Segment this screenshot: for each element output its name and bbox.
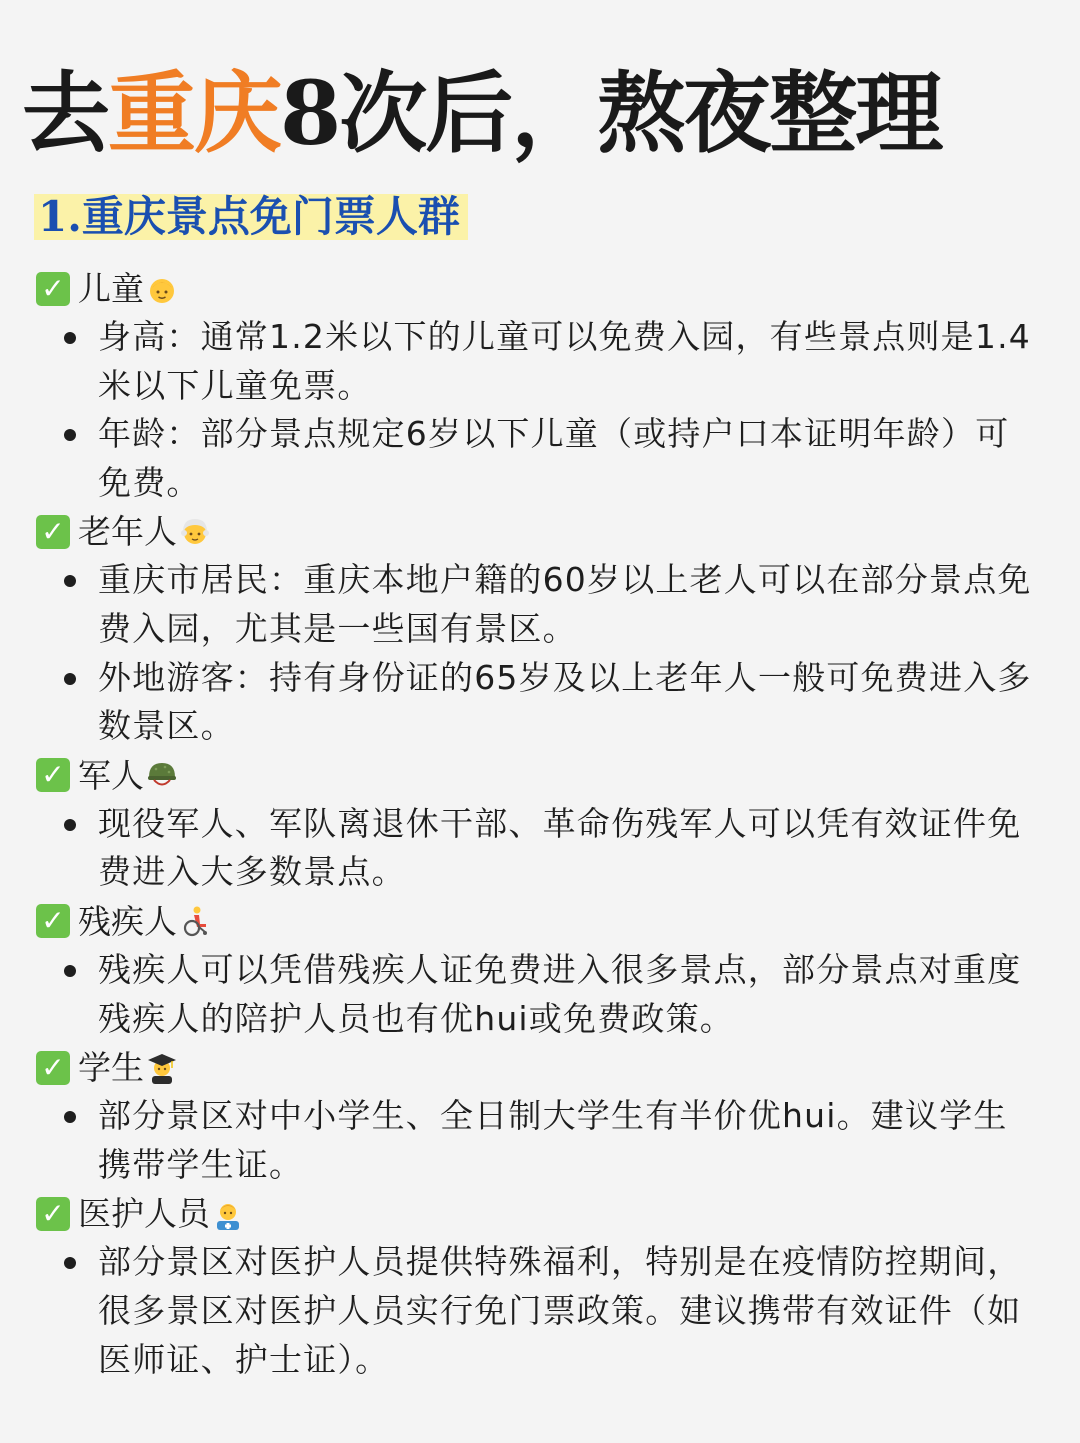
- check-icon: ✓: [36, 904, 70, 938]
- section-title: 儿童: [78, 269, 144, 308]
- page-title: [22, 58, 941, 168]
- child-face-icon: [146, 273, 178, 305]
- health-worker-icon: [212, 1198, 244, 1230]
- bullet-list: [36, 946, 1036, 1043]
- list-item: 外地游客：持有身份证的65岁及以上老年人一般可免费进入多数景区。: [36, 654, 1036, 751]
- list-item: 部分景区对医护人员提供特殊福利，特别是在疫情防控期间，很多景区对医护人员实行免门票政策。建议携带有效证件（如医师证、护士证）。: [36, 1238, 1036, 1384]
- bullet-list: [36, 800, 1036, 897]
- section-students: [36, 1043, 1036, 1189]
- list-item: 身高：通常1.2米以下的儿童可以免费入园，有些景点则是1.4米以下儿童免票。: [36, 313, 1036, 410]
- student-icon: [146, 1052, 178, 1084]
- bullet-dot: [64, 965, 76, 977]
- section-header: [36, 507, 1036, 556]
- bullet-dot: [64, 819, 76, 831]
- bullet-dot: [64, 575, 76, 587]
- check-icon: ✓: [36, 515, 70, 549]
- check-icon: ✓: [36, 758, 70, 792]
- bullet-list: [36, 1238, 1036, 1384]
- section-disabled: [36, 897, 1036, 1043]
- older-person-icon: [179, 516, 211, 548]
- check-icon: ✓: [36, 272, 70, 306]
- title-accent: 重庆: [108, 61, 281, 165]
- section-title: 军人: [78, 755, 144, 795]
- check-icon: ✓: [36, 1197, 70, 1231]
- list-item: 残疾人可以凭借残疾人证免费进入很多景点，部分景点对重度残疾人的陪护人员也有优hui或免费政策。: [36, 946, 1036, 1043]
- bullet-dot: [64, 332, 76, 344]
- title-prefix: 去: [22, 61, 109, 165]
- section-title: 残疾人: [78, 901, 177, 941]
- list-item: 重庆市居民：重庆本地户籍的60岁以上老人可以在部分景点免费入园，尤其是一些国有景区。: [36, 556, 1036, 653]
- section-military: [36, 751, 1036, 897]
- section-medical-staff: [36, 1189, 1036, 1384]
- section-title: 医护人员: [78, 1194, 210, 1234]
- section-header: [36, 751, 1036, 800]
- section-children: [36, 264, 1036, 507]
- section-title: 学生: [78, 1048, 144, 1088]
- wheelchair-person-icon: [179, 905, 211, 937]
- list-item: 现役军人、军队离退休干部、革命伤残军人可以凭有效证件免费进入大多数景点。: [36, 800, 1036, 897]
- bullet-list: [36, 313, 1036, 507]
- title-suffix: 8次后，熬夜整理: [280, 61, 942, 165]
- section-header: [36, 1043, 1036, 1092]
- section-header: [36, 264, 1036, 313]
- section-title: 老年人: [78, 512, 177, 552]
- bullet-dot: [64, 673, 76, 685]
- section-elderly: [36, 507, 1036, 750]
- bullet-dot: [64, 1257, 76, 1269]
- section-subtitle: [38, 188, 460, 246]
- section-header: [36, 897, 1036, 946]
- list-item: 部分景区对中小学生、全日制大学生有半价优hui。建议学生携带学生证。: [36, 1092, 1036, 1189]
- check-icon: ✓: [36, 1051, 70, 1085]
- section-header: [36, 1189, 1036, 1238]
- bullet-list: [36, 556, 1036, 750]
- content-body: [36, 264, 1036, 1384]
- bullet-dot: [64, 1111, 76, 1123]
- list-item: 年龄：部分景点规定6岁以下儿童（或持户口本证明年龄）可免费。: [36, 410, 1036, 507]
- bullet-list: [36, 1092, 1036, 1189]
- bullet-dot: [64, 429, 76, 441]
- military-helmet-icon: [146, 759, 178, 791]
- subtitle-text: 1.重庆景点免门票人群: [38, 192, 460, 241]
